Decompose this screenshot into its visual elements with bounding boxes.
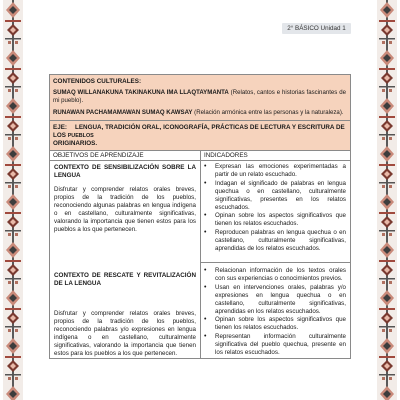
content-rows: [50, 161, 350, 358]
header-indicators: INDICADORES: [204, 152, 248, 159]
cultural-item: [53, 109, 346, 117]
column-headers: [50, 151, 350, 161]
block-title: CONTEXTO DE RESCATE Y REVITALIZACIÓN DE LA LENGUA: [54, 272, 196, 287]
cultural-item: [53, 89, 346, 105]
objectives-column: [50, 161, 201, 358]
axis-label: EJE:: [53, 124, 67, 131]
axis-text: LENGUA, TRADICIÓN ORAL, ICONOGRAFÍA, PRÁCTICAS DE LECTURA Y ESCRITURA DE LOS: [53, 124, 345, 139]
indicator-item: • Opinan sobre los aspectos significativos que tienen los relatos escuchados.: [201, 316, 346, 332]
cultural-item-desc: (Relatos, cantos e historias fascinantes de mi pueblo).: [53, 89, 346, 104]
indicator-item: • Reproducen palabras en lengua quechua o en castellano, culturalmente significativas, aprendidas de los relatos escuchados.: [201, 229, 346, 253]
indicator-item: • Indagan el significado de palabras en lengua quechua o en castellano, culturalmente significativas, presentes en los relatos escuchados.: [201, 180, 346, 212]
indicator-item: • Usan en intervenciones orales, palabras y/o expresiones en lengua quechua o en castellano, culturalmente significativas, aprendidas en los relatos escuchados.: [201, 284, 346, 316]
block-title: CONTEXTO DE SENSIBILIZACIÓN SOBRE LA LENGUA: [54, 164, 196, 179]
indicator-item: • Relacionan información de los textos orales con sus experiencias o conocimientos previos.: [201, 267, 346, 283]
header-objectives: OBJETIVOS DE APRENDIZAJE: [50, 151, 201, 160]
indicator-item: • Representan información culturalmente significativa del pueblo quechua, presente en los relatos escuchados.: [201, 333, 346, 357]
cultural-contents-title: CONTENIDOS CULTURALES:: [53, 78, 142, 85]
grade-unit-badge: 2° BÁSICO Unidad 1: [282, 23, 351, 34]
cultural-contents-section: [50, 75, 350, 121]
curriculum-table: [49, 74, 351, 359]
indicator-list: [201, 163, 346, 253]
decorative-border-left: [3, 0, 23, 400]
indicator-list: [201, 267, 346, 357]
axis-text-small: PUEBLOS: [67, 133, 94, 139]
cultural-item-desc: (Relación armónica entre las personas y la naturaleza).: [192, 109, 344, 116]
axis-row: [50, 121, 350, 151]
indicators-column: [201, 161, 350, 358]
block-text: Disfrutar y comprender relatos orales breves, propios de la tradición de los pueblos, reconociendo palabras y/o expresiones en lengua indígena o en castellano, culturalmente significativas, valorando la importancia que tienen estos para los pueblos a los que pertenecen.: [54, 310, 196, 357]
indicator-item: • Opinan sobre los aspectos significativos que tienen los relatos escuchados.: [201, 212, 346, 228]
indicator-item: • Expresan las emociones experimentadas a partir de un relato escuchado.: [201, 163, 346, 179]
axis-text-end: ORIGINARIOS.: [53, 140, 98, 147]
cultural-item-name: SUMAQ WILLANAKUNA TAKINAKUNA IMA LLAQTAYMANTA: [53, 89, 229, 96]
cultural-item-name: RUNAWAN PACHAMAMAWAN SUMAQ KAWSAY: [53, 109, 193, 116]
block-text: Disfrutar y comprender relatos orales breves, propios de la tradición de los pueblos, reconociendo algunas palabras en lengua indígena o en castellano, culturalmente significativas, valorando la importancia que tienen estos para los pueblos a los que pertenecen.: [54, 186, 196, 233]
decorative-border-right: [377, 0, 397, 400]
